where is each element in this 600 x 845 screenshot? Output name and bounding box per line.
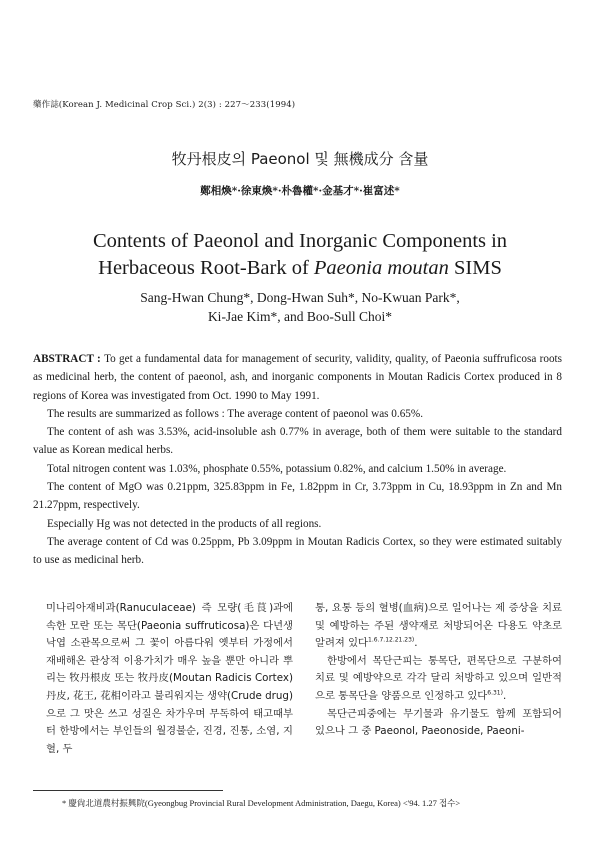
authors-korean: 鄭相煥*·徐東煥*·朴魯權*·金基才*·崔富述*	[200, 185, 400, 197]
body-right-paragraph-2	[315, 653, 562, 706]
reference-marker: 6.31)	[487, 689, 503, 697]
abstract-paragraph-5: The content of MgO was 0.21ppm, 325.83ppm in Fe, 1.82ppm in Cr, 3.73ppm in Cu, 18.93ppm in Zn and Mn 21.27ppm, respectively.	[33, 481, 562, 512]
body-text	[46, 600, 562, 758]
abstract-paragraph-1	[33, 350, 562, 405]
abstract-text-1: To get a fundamental data for management of security, validity, quality, of Paeonia suffruficosa roots as medicinal herb, the content of paeonol, ash, and inorganic components in Moutan Radicis Cortex produced in 8 regions of Korea was investigated from Oct. 1990 to May 1991.	[33, 353, 562, 402]
title-english-line1: Contents of Paeonol and Inorganic Components in	[92, 230, 508, 252]
body-right-paragraph-3: 목단근피중에는 무기물과 유기물도 함께 포함되어 있으나 그 중 Paeonol, Paeonoside, Paeoni-	[315, 707, 562, 738]
body-right-text-1: 통, 요통 등의 혈병(血病)으로 일어나는 제 증상을 치료 및 예방하는 주된 생약재로 처방되어온 다용도 약초로 알려져 있다	[315, 602, 562, 650]
body-column-left	[46, 600, 293, 758]
reference-marker: 1.6.7.12.21.23)	[368, 636, 415, 644]
abstract-paragraph-3: The content of ash was 3.53%, acid-insoluble ash 0.77% in average, both of them were suitable to the standard value as Korean medical herbs.	[33, 426, 562, 457]
abstract-paragraph-2: The results are summarized as follows : The average content of paeonol was 0.65%.	[47, 407, 424, 420]
authors-english-line1: Sang-Hwan Chung*, Dong-Hwan Suh*, No-Kwuan Park*,	[140, 290, 460, 305]
body-right-text-2: 한방에서 목단근피는 통목단, 편목단으로 구분하여 치료 및 예방약으로 각각 달리 처방하고 있으며 일반적으로 통목단을 양품으로 인정하고 있다	[315, 654, 562, 702]
journal-citation: 藥作誌(Korean J. Medicinal Crop Sci.) 2(3) : 227～233(1994)	[33, 100, 296, 110]
abstract-paragraph-7: The average content of Cd was 0.25ppm, Pb 3.09ppm in Moutan Radicis Cortex, so they were estimated suitably to use as medicinal herb.	[33, 535, 562, 567]
species-name: Paeonia moutan	[313, 257, 449, 279]
footnote-divider	[33, 790, 223, 791]
body-left-paragraph-1: 미나리아재비과(Ranuculaceae) 즉 모량(毛茛)과에 속한 모란 또는 목단(Paeonia suffruticosa)은 다년생 낙엽 소관목으로써 그 꽃이 아름다워 옛부터 가정에서 재배해온 관상적 이용가치가 매우 높을 뿐만 아니라 뿌리는 牧丹根皮 또는 牧丹皮(Moutan Radicis Cortex) 丹皮, 花王, 花相이라고 불리워지는 생약(Crude drug)으로 그 맛은 쓰고 성질은 차가우며 무독하여 태고때부터 한방에서는 부인들의 월경불순, 진경, 진통, 소염, 지혈, 두	[46, 602, 293, 755]
body-column-right	[315, 600, 562, 758]
body-right-end-1: .	[414, 637, 418, 650]
title-english-line2-pre: Herbaceous Root-Bark of	[98, 257, 314, 279]
abstract-label: ABSTRACT :	[33, 353, 105, 365]
abstract	[33, 350, 562, 570]
body-right-paragraph-1	[315, 600, 562, 653]
title-english-line2-post: SIMS	[448, 257, 502, 279]
authors-english	[40, 288, 560, 326]
authors-english-line2: Ki-Jae Kim*, and Boo-Sull Choi*	[207, 309, 393, 324]
title-english	[40, 228, 560, 282]
title-english-line2	[40, 255, 560, 282]
body-right-end-2: .	[502, 689, 507, 702]
abstract-paragraph-4: Total nitrogen content was 1.03%, phosphate 0.55%, potassium 0.82%, and calcium 1.50% in average.	[47, 462, 507, 475]
title-korean: 牧丹根皮의 Paeonol 및 無機成分 含量	[171, 150, 429, 168]
abstract-paragraph-6: Especially Hg was not detected in the products of all regions.	[47, 517, 322, 530]
footnote-affiliation: * 慶尙北道農村振興院(Gyeongbug Provincial Rural Development Administration, Daegu, Korea) <'94. 1.27 접수>	[62, 798, 461, 808]
